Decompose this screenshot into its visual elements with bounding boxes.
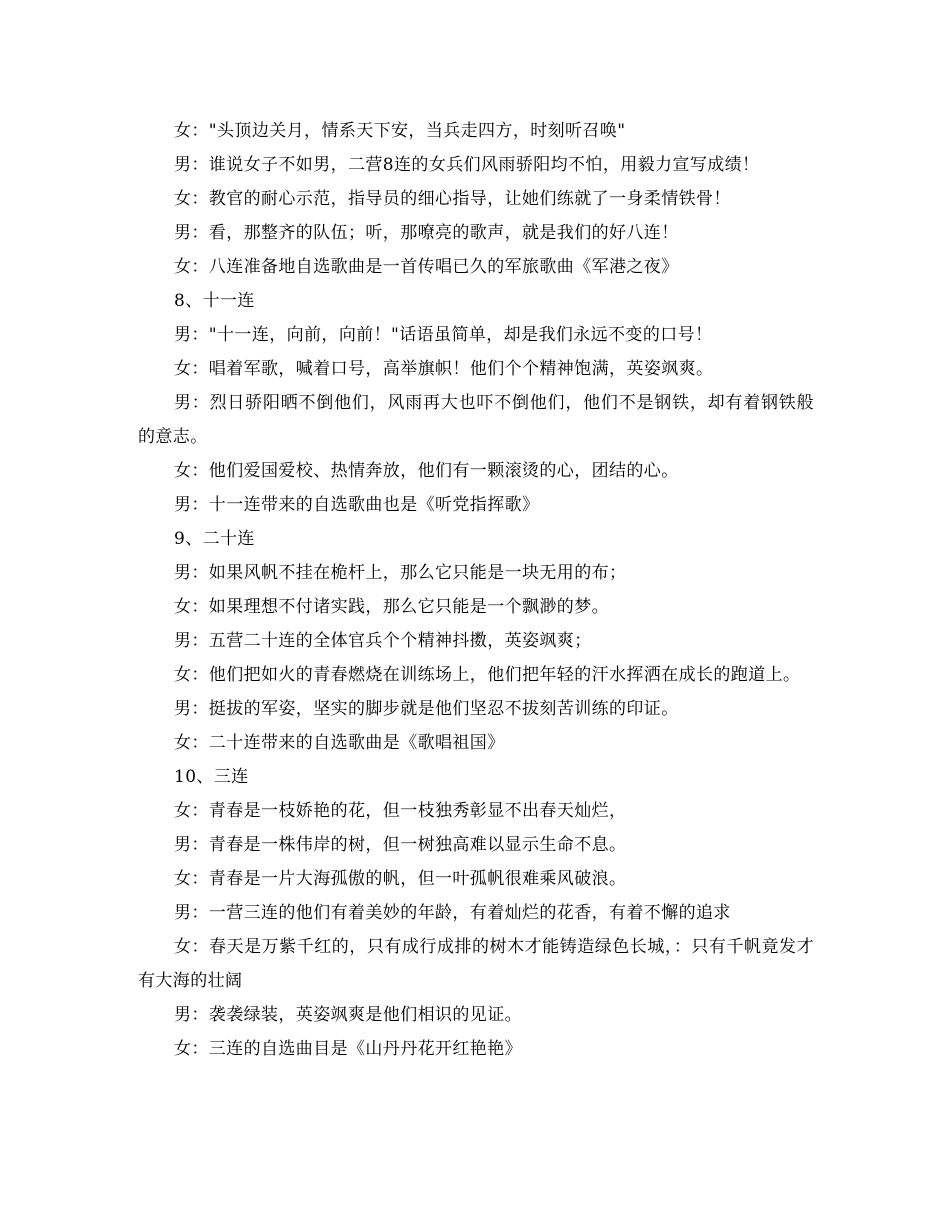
paragraph: 女：二十连带来的自选歌曲是《歌唱祖国》 (174, 733, 505, 753)
section-heading: 8、十一连 (174, 291, 255, 311)
paragraph: 男：五营二十连的全体官兵个个精神抖擞，英姿飒爽； (174, 631, 592, 651)
paragraph: 男：谁说女子不如男，二营8连的女兵们风雨骄阳均不怕，用毅力宣写成绩！ (174, 155, 760, 175)
paragraph: 男：挺拔的军姿，坚实的脚步就是他们坚忍不拔刻苦训练的印证。 (174, 699, 679, 719)
paragraph: 女：春天是万紫千红的，只有成行成排的树木才能铸造绿色长城，：只有千帆竟发才有大海的壮阔 (138, 937, 814, 991)
paragraph: 女：他们把如火的青春燃烧在训练场上，他们把年轻的汗水挥洒在成长的跑道上。 (174, 665, 801, 685)
paragraph: 女："头顶边关月，情系天下安，当兵走四方，时刻听召唤" (174, 121, 626, 141)
paragraph: 男：一营三连的他们有着美妙的年龄，有着灿烂的花香，有着不懈的追求 (174, 903, 731, 923)
paragraph: 女：三连的自选曲目是《山丹丹花开红艳艳》 (174, 1039, 522, 1059)
document-body (138, 114, 814, 1066)
paragraph: 男：青春是一株伟岸的树，但一树独高难以显示生命不息。 (174, 835, 627, 855)
paragraph: 女：唱着军歌，喊着口号，高举旗帜！他们个个精神饱满，英姿飒爽。 (174, 359, 714, 379)
paragraph: 女：如果理想不付诸实践，那么它只能是一个飘渺的梦。 (174, 597, 609, 617)
paragraph: 女：青春是一片大海孤傲的帆，但一叶孤帆很难乘风破浪。 (174, 869, 627, 889)
paragraph: 男：看，那整齐的队伍；听，那嘹亮的歌声，就是我们的好八连！ (174, 223, 679, 243)
paragraph: 女：青春是一枝娇艳的花，但一枝独秀彰显不出春天灿烂， (174, 801, 627, 821)
paragraph: 男：如果风帆不挂在桅杆上，那么它只能是一块无用的布； (174, 563, 627, 583)
paragraph: 男：烈日骄阳晒不倒他们，风雨再大也吓不倒他们，他们不是钢铁，却有着钢铁般的意志。 (138, 393, 814, 447)
paragraph: 女：八连准备地自选歌曲是一首传唱已久的军旅歌曲《军港之夜》 (174, 257, 679, 277)
paragraph: 男："十一连，向前，向前！"话语虽简单，却是我们永远不变的口号！ (174, 325, 713, 345)
paragraph: 女：他们爱国爱校、热情奔放，他们有一颗滚烫的心，团结的心。 (174, 461, 679, 481)
section-heading: 9、二十连 (174, 529, 255, 549)
paragraph: 女：教官的耐心示范，指导员的细心指导，让她们练就了一身柔情铁骨！ (174, 189, 731, 209)
paragraph: 男：十一连带来的自选歌曲也是《听党指挥歌》 (174, 495, 540, 515)
section-heading: 10、三连 (174, 767, 249, 787)
paragraph: 男：袭袭绿装，英姿飒爽是他们相识的见证。 (174, 1005, 522, 1025)
